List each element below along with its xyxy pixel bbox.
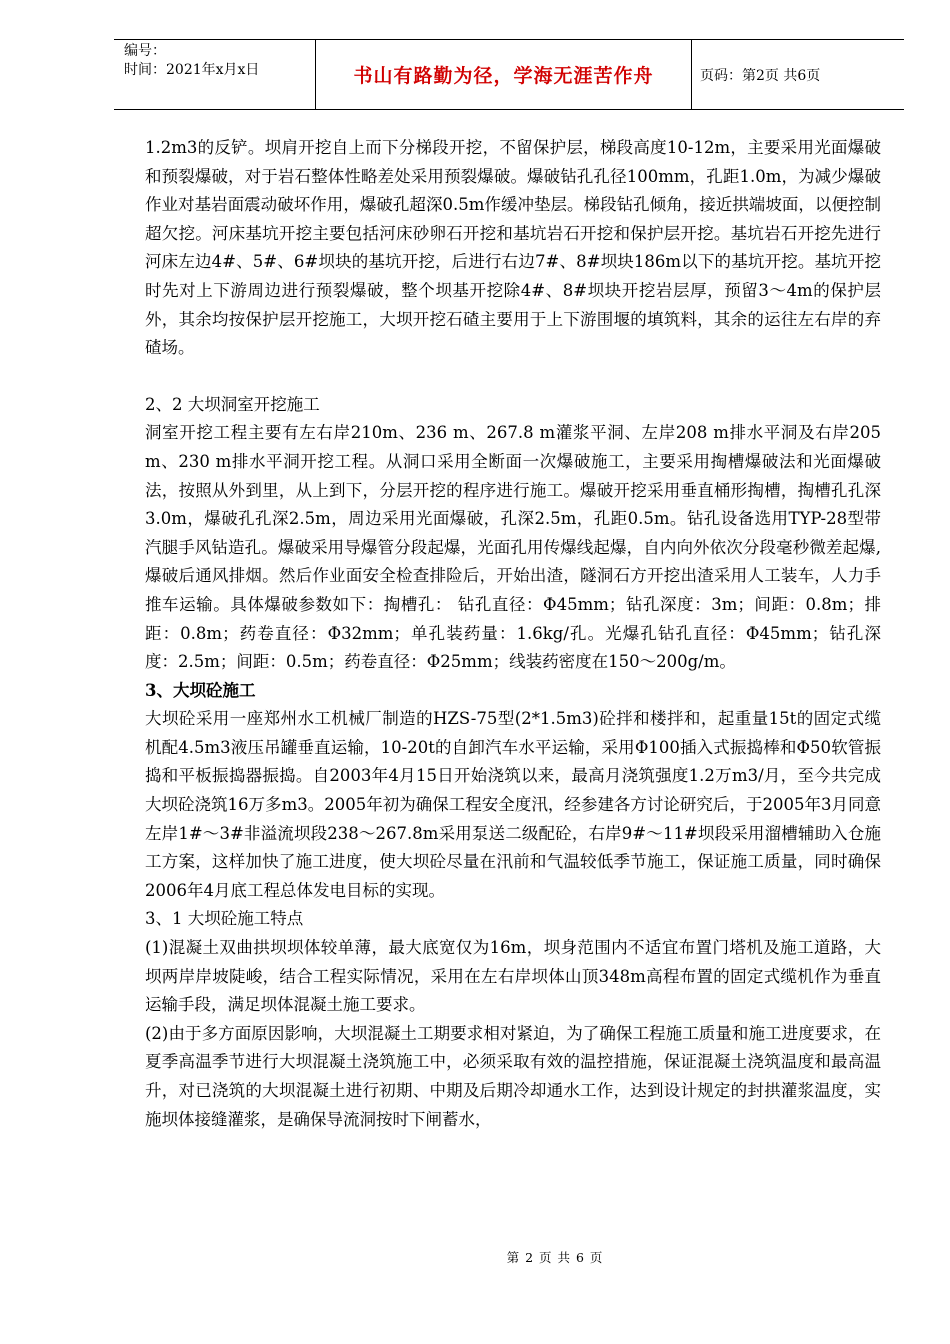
paragraph-concrete: 大坝砼采用一座郑州水工机械厂制造的HZS-75型(2*1.5m3)砼拌和楼拌和，起重量15t的固定式缆机配4.5m3液压吊罐垂直运输，10-20t的自卸汽车水平运输，采用Φ100插入式振捣棒和Φ50软管振捣和平板振捣器振捣。自2003年4月15日开始浇筑以来，最高月浇筑强度1.2万m3/月，至今共完成大坝砼浇筑16万多m3。2005年初为确保工程安全度汛，经参建各方讨论研究后，于2005年3月同意左岸1#～3#非溢流坝段238～267.8m采用泵送二级配砼，右岸9#～11#坝段采用溜槽辅助入仓施工方案，这样加快了施工进度，使大坝砼尽量在汛前和气温较低季节施工，保证施工质量，同时确保2006年4月底工程总体发电目标的实现。 [145,709,881,900]
time-label: 时间：2021年x月x日 [124,62,260,78]
heading-3-1: 3、1 大坝砼施工特点 [145,909,304,929]
header-left-cell [114,40,315,109]
page-footer: 第 2 页 共 6 页 [506,1250,604,1265]
document-body [145,134,881,1134]
header-motto: 书山有路勤为径，学海无涯苦作舟 [315,40,692,109]
paragraph-tunnel-excavation: 洞室开挖工程主要有左右岸210m、236 m、267.8 m灌浆平洞、左岸208 m排水平洞及右岸205 m、230 m排水平洞开挖工程。从洞口采用全断面一次爆破施工，主要采用掏槽爆破法和光面爆破法，按照从外到里，从上到下，分层开挖的程序进行施工。爆破开挖采用垂直桶形掏槽，掏槽孔孔深3.0m，爆破孔孔深2.5m，周边采用光面爆破，孔深2.5m，孔距0.5m。钻孔设备选用TYP-28型带汽腿手风钻造孔。爆破采用导爆管分段起爆，光面孔用传爆线起爆，自内向外依次分段毫秒微差起爆,爆破后通风排烟。然后作业面安全检查排险后，开始出渣，隧洞石方开挖出渣采用人工装车，人力手推车运输。具体爆破参数如下：掏槽孔： 钻孔直径：Φ45mm；钻孔深度：3m；间距：0.8m；排距：0.8m；药卷直径：Φ32mm；单孔装药量：1.6kg/孔。光爆孔钻孔直径：Φ45mm；钻孔深度：2.5m；间距：0.5m；药卷直径：Φ25mm；线装药密度在150～200g/m。 [145,423,881,672]
heading-3: 3、大坝砼施工 [145,680,256,700]
paragraph-gap [145,363,881,391]
paragraph-excavation: 1.2m3的反铲。坝肩开挖自上而下分梯段开挖，不留保护层，梯段高度10-12m，主要采用光面爆破和预裂爆破，对于岩石整体性略差处采用预裂爆破。爆破钻孔孔径100mm，孔距1.0m，为减少爆破作业对基岩面震动破坏作用，爆破孔超深0.5m作缓冲垫层。梯段钻孔倾角，接近拱端坡面，以便控制超欠挖。河床基坑开挖主要包括河床砂卵石开挖和基坑岩石开挖和保护层开挖。基坑岩石开挖先进行河床左边4#、5#、6#坝块的基坑开挖，后进行右边7#、8#坝块186m以下的基坑开挖。基坑开挖时先对上下游周边进行预裂爆破，整个坝基开挖除4#、8#坝块开挖岩层厚，预留3～4m的保护层外，其余均按保护层开挖施工，大坝开挖石碴主要用于上下游围堰的填筑料，其余的运往左右岸的弃碴场。 [145,138,881,358]
heading-2-2: 2、2 大坝洞室开挖施工 [145,394,320,414]
number-label: 编号： [124,43,166,59]
paragraph-feature-2: (2)由于多方面原因影响，大坝混凝土工期要求相对紧迫，为了确保工程施工质量和施工进度要求，在夏季高温季节进行大坝混凝土浇筑施工中，必须采取有效的温控措施，保证混凝土浇筑温度和最高温升，对已浇筑的大坝混凝土进行初期、中期及后期冷却通水工作，达到设计规定的封拱灌浆温度，实施坝体接缝灌浆，是确保导流洞按时下闸蓄水， [145,1023,881,1129]
paragraph-feature-1: (1)混凝土双曲拱坝坝体较单薄，最大底宽仅为16m，坝身范围内不适宜布置门塔机及施工道路，大坝两岸岸坡陡峻，结合工程实际情况，采用在左右岸坝体山顶348m高程布置的固定式缆机作为垂直运输手段，满足坝体混凝土施工要求。 [145,938,881,1015]
page-header [114,39,904,110]
header-page-info: 页码：第2页 共6页 [700,67,821,84]
